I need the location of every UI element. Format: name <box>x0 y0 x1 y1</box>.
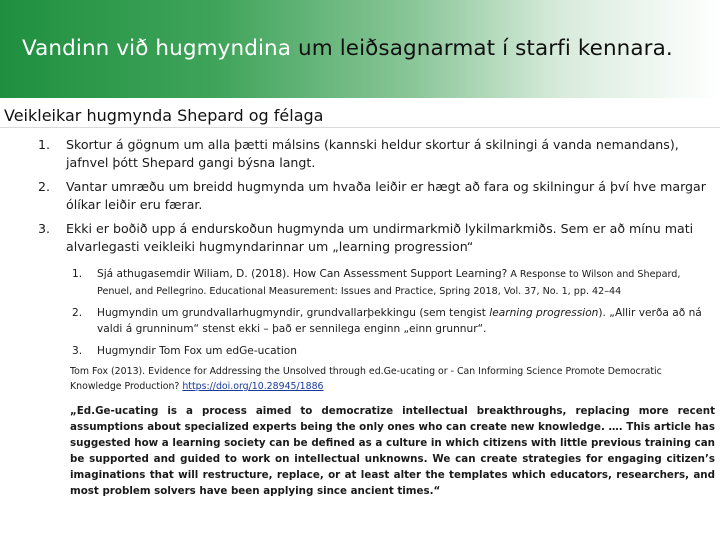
reference-text: Tom Fox (2013). Evidence for Addressing the Unsolved through ed.Ge-ucating or - Can Informing Science Promote Democratic Knowledge Production? <box>70 366 662 392</box>
list-item-text: Skortur á gögnum um alla þætti málsins (kannski heldur skortur á skilningi á vanda nemandans), jafnvel þótt Shepard gangi býsna langt. <box>66 137 679 170</box>
sub-list-item <box>0 343 720 359</box>
list-item-text: Vantar umræðu um breidd hugmynda um hvaða leiðir er hægt að fara og skilningur á því hve margar ólíkar leiðir eru færar. <box>66 179 706 212</box>
slide-title <box>22 36 673 61</box>
list-item-number: 3. <box>38 221 51 236</box>
reference <box>70 364 710 394</box>
sub-list-item-text: Hugmyndir Tom Fox um edGe-ucation <box>97 345 297 357</box>
sub-list-item-text-main: Sjá athugasemdir Wiliam, D. (2018). How Can Assessment Support Learning? <box>97 268 508 280</box>
list-item-number: 2. <box>38 179 51 194</box>
sub-list-item <box>0 305 720 337</box>
sub-list-item-text-italic: learning progression <box>489 307 599 319</box>
slide-title-part-2: um leiðsagnarmat í starfi kennara. <box>291 36 673 61</box>
sub-list-item-number: 1. <box>72 268 83 280</box>
sub-list-item-text-small: A Response to Wilson and Shepard, Penuel, and Pellegrino. Educational Measurement: Issues and Practice, Spring 2018, Vol. 37, No. 1, pp. 42–44 <box>97 269 681 297</box>
sub-list-item-text-b: ). „Allir verða að ná valdi á grunninum“ stenst ekki – það er sennilega enginn „einn grunnur“. <box>97 307 702 335</box>
sub-list-item-number: 3. <box>72 345 83 357</box>
quote-block: „Ed.Ge-ucating is a process aimed to democratize intellectual breakthroughs, replacing more recent assumptions about specialized experts being the only ones who can create new knowledge. …. This article has suggested how a learning society can be defined as a culture in which citizens with little previous training can be supported and guided to work on intellectual unknowns. We can create strategies for engaging citizen’s imaginations that will restructure, replace, or at least alter the templates which educators, researchers, and most problem solvers have been applying since ancient times.“ <box>70 405 715 497</box>
list-item <box>0 178 720 214</box>
divider <box>0 127 720 128</box>
list-item-number: 1. <box>38 137 51 152</box>
list-item <box>0 136 720 172</box>
sub-list-item-text <box>97 305 717 337</box>
slide-subtitle: Veikleikar hugmynda Shepard og félaga <box>4 106 324 125</box>
slide-title-part-1: Vandinn við hugmyndina <box>22 36 292 61</box>
sub-list-item-number: 2. <box>72 307 83 319</box>
sub-list-item <box>0 266 720 298</box>
list-item <box>0 220 720 256</box>
sub-list-item-text-a: Hugmyndin um grundvallarhugmyndir, grundvallarþekkingu (sem tengist <box>97 307 490 319</box>
sub-list-item-text <box>97 266 717 300</box>
reference-link[interactable]: https://doi.org/10.28945/1886 <box>182 381 324 392</box>
list-item-text: Ekki er boðið upp á endurskoðun hugmynda um undirmarkmið lykilmarkmiðs. Sem er að mínu mati alvarlegasti veikleiki hugmyndarinnar um „learning progression“ <box>66 221 694 254</box>
